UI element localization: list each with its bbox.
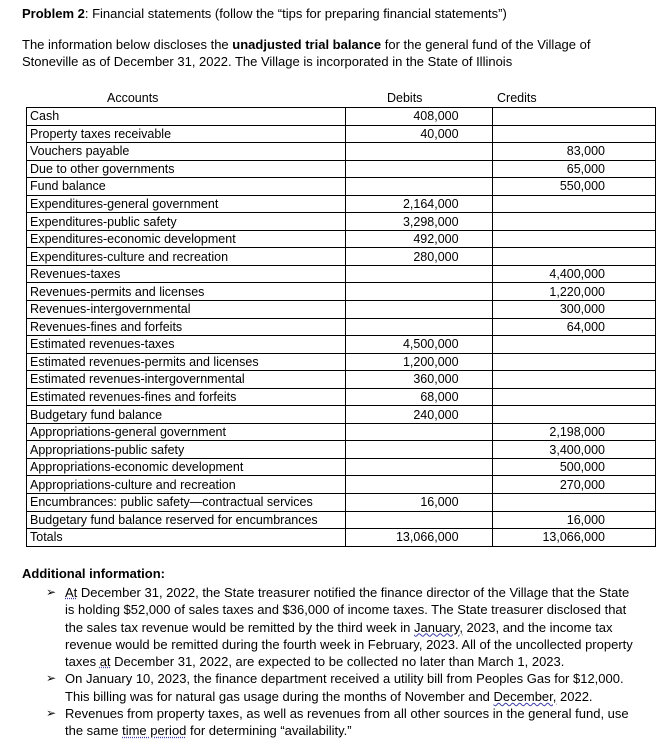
credit-cell: 500,000 — [492, 458, 655, 476]
credit-cell — [492, 371, 655, 389]
table-row — [27, 301, 656, 319]
credit-cell: 16,000 — [492, 511, 655, 529]
table-row — [27, 213, 656, 231]
table-row — [27, 494, 656, 512]
intro-paragraph — [22, 36, 637, 70]
account-cell: Expenditures-economic development — [27, 230, 346, 248]
credit-cell: 64,000 — [492, 318, 655, 336]
credit-cell: 2,198,000 — [492, 423, 655, 441]
table-row — [27, 388, 656, 406]
table-row — [27, 248, 656, 266]
table-row — [27, 406, 656, 424]
b2-text-2: December, — [493, 688, 557, 704]
account-cell: Estimated revenues-taxes — [27, 336, 346, 354]
credit-cell — [492, 494, 655, 512]
list-item — [46, 584, 638, 670]
debit-cell — [346, 441, 492, 459]
intro-text-2: for the general fund of the Village of Stoneville as of December 31, 2022. The Village is incorporated in the State of Illinois — [22, 37, 591, 69]
account-cell: Appropriations-public safety — [27, 441, 346, 459]
debit-cell — [346, 301, 492, 319]
debit-cell — [346, 143, 492, 161]
debit-cell — [346, 511, 492, 529]
debit-cell: 13,066,000 — [346, 529, 492, 547]
intro-bold: unadjusted trial balance — [232, 37, 382, 52]
problem-heading — [22, 6, 507, 21]
account-cell: Budgetary fund balance — [27, 406, 346, 424]
debit-cell: 16,000 — [346, 494, 492, 512]
list-item — [46, 670, 638, 705]
arrow-bullet-icon: ➢ — [46, 706, 57, 721]
account-cell: Due to other governments — [27, 160, 346, 178]
debit-cell: 1,200,000 — [346, 353, 492, 371]
credit-cell: 550,000 — [492, 178, 655, 196]
table-row — [27, 371, 656, 389]
b1-text-3: January, — [414, 619, 463, 635]
table-row — [27, 283, 656, 301]
intro-text-1: The information below discloses the — [22, 37, 233, 52]
b1-text-4: 2023, and the income tax revenue would be remitted during the fourth week in February, 2023. All of the uncollected property taxes — [65, 619, 633, 670]
table-row — [27, 529, 656, 547]
table-row — [27, 476, 656, 494]
credit-cell: 83,000 — [492, 143, 655, 161]
credit-cell — [492, 388, 655, 406]
arrow-bullet-icon: ➢ — [46, 585, 57, 599]
problem-label: Problem 2 — [22, 6, 85, 21]
table-row — [27, 423, 656, 441]
credit-cell — [492, 353, 655, 371]
debit-cell — [346, 265, 492, 283]
table-row — [27, 125, 656, 143]
debit-cell — [346, 160, 492, 178]
b1-text-1: At — [65, 585, 78, 600]
b2-text-1: On January 10, 2023, the finance department received a utility bill from Peoples Gas for $12,000. This billing was for natural gas usage during the months of November and — [65, 671, 624, 704]
table-row — [27, 178, 656, 196]
debit-cell: 40,000 — [346, 125, 492, 143]
debit-cell: 492,000 — [346, 230, 492, 248]
header-accounts: Accounts — [107, 91, 159, 105]
credit-cell — [492, 406, 655, 424]
table-row — [27, 441, 656, 459]
debit-cell: 360,000 — [346, 371, 492, 389]
b3-text-3: for determining “availability.” — [186, 723, 352, 739]
credit-cell: 13,066,000 — [492, 529, 655, 547]
debit-cell: 3,298,000 — [346, 213, 492, 231]
account-cell: Revenues-intergovernmental — [27, 301, 346, 319]
debit-cell — [346, 423, 492, 441]
credit-cell — [492, 213, 655, 231]
table-row — [27, 143, 656, 161]
account-cell: Estimated revenues-permits and licenses — [27, 353, 346, 371]
b2-text-3: 2022. — [556, 688, 593, 704]
account-cell: Estimated revenues-intergovernmental — [27, 371, 346, 389]
table-row — [27, 318, 656, 336]
debit-cell — [346, 178, 492, 196]
b1-text-5: at — [99, 654, 111, 670]
debit-cell: 4,500,000 — [346, 336, 492, 354]
additional-info-title: Additional information: — [22, 566, 165, 581]
debit-cell: 240,000 — [346, 406, 492, 424]
credit-cell: 3,400,000 — [492, 441, 655, 459]
b1-text-6: December 31, 2022, are expected to be collected no later than March 1, 2023. — [110, 654, 565, 670]
account-cell: Appropriations-economic development — [27, 458, 346, 476]
account-cell: Vouchers payable — [27, 143, 346, 161]
debit-cell: 280,000 — [346, 248, 492, 266]
header-debits: Debits — [387, 91, 423, 105]
table-row — [27, 511, 656, 529]
debit-cell: 68,000 — [346, 388, 492, 406]
debit-cell — [346, 318, 492, 336]
account-cell: Fund balance — [27, 178, 346, 196]
additional-info-list — [46, 584, 638, 740]
debit-cell — [346, 476, 492, 494]
credit-cell: 270,000 — [492, 476, 655, 494]
credit-cell: 1,220,000 — [492, 283, 655, 301]
account-cell: Expenditures-culture and recreation — [27, 248, 346, 266]
credit-cell: 4,400,000 — [492, 265, 655, 283]
b3-text-1: Revenues from property taxes, as well as revenues from all other sources in the general fund, use the same — [65, 706, 629, 739]
arrow-bullet-icon: ➢ — [46, 671, 57, 686]
table-row — [27, 336, 656, 354]
account-cell: Expenditures-general government — [27, 195, 346, 213]
credit-cell — [492, 195, 655, 213]
account-cell: Revenues-permits and licenses — [27, 283, 346, 301]
b1-text-2: December 31, 2022, the State treasurer notified the finance director of the Village that the State is holding $52,000 of sales taxes and $36,000 of income taxes. The State treasurer disclosed that the sales tax revenue would be remitted by the third week in — [65, 585, 630, 635]
account-cell: Totals — [27, 529, 346, 547]
debit-cell — [346, 283, 492, 301]
credit-cell: 65,000 — [492, 160, 655, 178]
debit-cell: 408,000 — [346, 108, 492, 126]
account-cell: Cash — [27, 108, 346, 126]
credit-cell: 300,000 — [492, 301, 655, 319]
table-row — [27, 265, 656, 283]
account-cell: Estimated revenues-fines and forfeits — [27, 388, 346, 406]
table-row — [27, 230, 656, 248]
debit-cell: 2,164,000 — [346, 195, 492, 213]
account-cell: Encumbrances: public safety—contractual services — [27, 494, 346, 512]
header-credits: Credits — [497, 91, 537, 105]
account-cell: Budgetary fund balance reserved for encumbrances — [27, 511, 346, 529]
credit-cell — [492, 230, 655, 248]
trial-balance-table — [26, 107, 656, 547]
credit-cell — [492, 248, 655, 266]
problem-heading-text: : Financial statements (follow the “tips for preparing financial statements”) — [84, 6, 507, 21]
account-cell: Property taxes receivable — [27, 125, 346, 143]
debit-cell — [346, 458, 492, 476]
credit-cell — [492, 125, 655, 143]
table-row — [27, 458, 656, 476]
table-row — [27, 353, 656, 371]
list-item — [46, 705, 638, 740]
account-cell: Expenditures-public safety — [27, 213, 346, 231]
account-cell: Revenues-fines and forfeits — [27, 318, 346, 336]
table-row — [27, 195, 656, 213]
b3-text-2: time period — [122, 723, 187, 739]
account-cell: Appropriations-culture and recreation — [27, 476, 346, 494]
credit-cell — [492, 336, 655, 354]
credit-cell — [492, 108, 655, 126]
account-cell: Appropriations-general government — [27, 423, 346, 441]
table-row — [27, 108, 656, 126]
table-row — [27, 160, 656, 178]
account-cell: Revenues-taxes — [27, 265, 346, 283]
